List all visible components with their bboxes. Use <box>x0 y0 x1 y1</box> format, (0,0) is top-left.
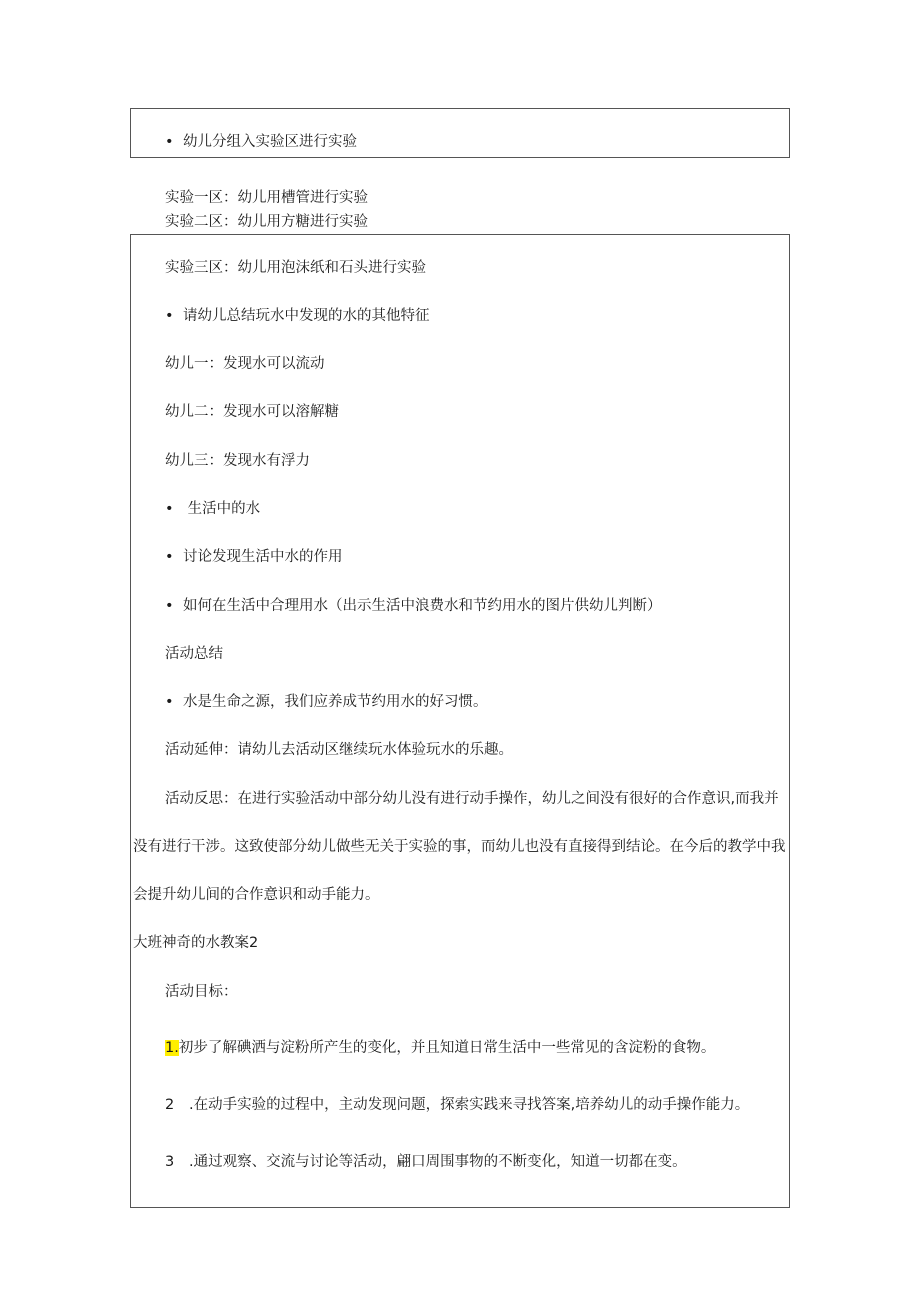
child-three-text: 幼儿三：发现水有浮力 <box>165 453 310 469</box>
child-one-text: 幼儿一：发现水可以流动 <box>165 356 325 372</box>
goal-three-text: .通过观察、交流与讨论等活动，翩口周围事物的不断变化，知道一切都在变。 <box>189 1154 687 1170</box>
bullet-summary-features: • 请幼儿总结玩水中发现的水的其他特征 <box>165 306 430 326</box>
zone-two-text: 实验二区：幼儿用方糖进行实验 <box>165 214 368 230</box>
goal-one <box>165 1038 715 1058</box>
zone-one-text: 实验一区：幼儿用槽管进行实验 <box>165 190 368 206</box>
goal-two-number: 2 <box>165 1097 175 1113</box>
goals-label: 活动目标： <box>165 984 238 1000</box>
goal-three <box>165 1152 687 1172</box>
bullet-reasonable-use: • 如何在生活中合理用水（出示生活中浪费水和节约用水的图片供幼儿判断） <box>165 596 662 616</box>
bullet-water-source: • 水是生命之源，我们应养成节约用水的好习惯。 <box>165 692 488 712</box>
goal-three-number: 3 <box>165 1154 175 1170</box>
reflection-line-3: 会提升幼儿间的合作意识和动手能力。 <box>133 887 380 903</box>
reflection-line-1: 活动反思：在进行实验活动中部分幼儿没有进行动手操作，幼儿之间没有很好的合作意识,而我并 <box>165 791 779 807</box>
goal-one-number-highlight: 1. <box>165 1040 179 1056</box>
child-two-text: 幼儿二：发现水可以溶解糖 <box>165 404 339 420</box>
content-frame-main <box>130 234 790 1208</box>
zone-three-text: 实验三区：幼儿用泡沫纸和石头进行实验 <box>165 260 426 276</box>
goal-two <box>165 1095 749 1115</box>
bullet-discuss-use: • 讨论发现生活中水的作用 <box>165 547 343 567</box>
activity-summary-heading: 活动总结 <box>165 646 223 662</box>
reflection-line-2: 没有进行干涉。这致使部分幼儿做些无关于实验的事，而幼儿也没有直接得到结论。在今后的教学中我 <box>133 839 786 855</box>
lesson-title: 大班神奇的水教案2 <box>133 935 259 951</box>
bullet-water-in-life: • 生活中的水 <box>165 499 260 519</box>
bullet-group-experiment: • 幼儿分组入实验区进行实验 <box>165 132 357 152</box>
goal-one-text: 初步了解碘洒与淀粉所产生的变化，并且知道日常生活中一些常见的含淀粉的食物。 <box>178 1040 716 1056</box>
activity-extension-text: 活动延伸：请幼儿去活动区继续玩水体验玩水的乐趣。 <box>165 742 513 758</box>
goal-two-text: .在动手实验的过程中，主动发现问题，探索实践来寻找答案,培养幼儿的动手操作能力。 <box>189 1097 750 1113</box>
